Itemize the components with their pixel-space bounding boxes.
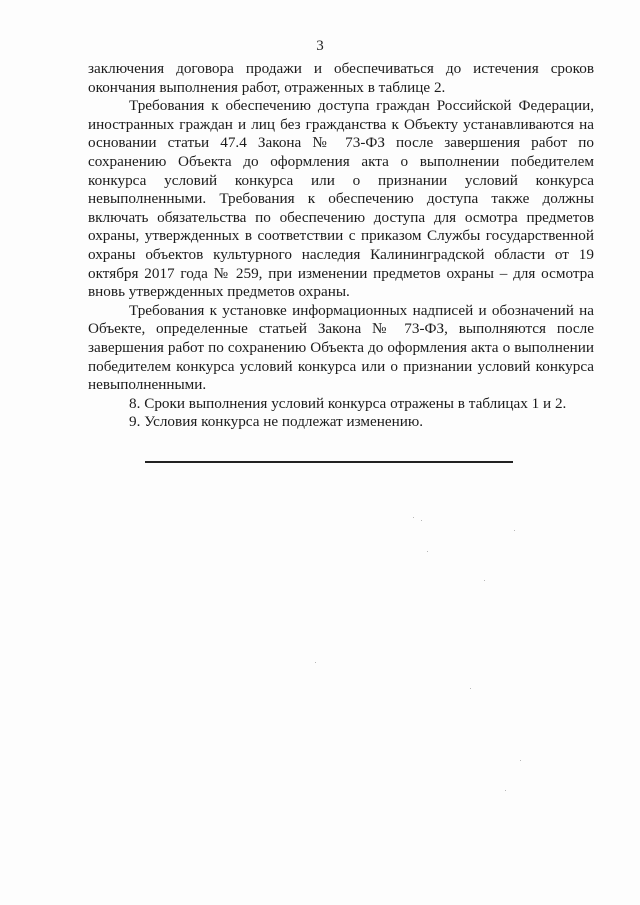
scan-speck (484, 580, 485, 581)
scan-speck (427, 551, 428, 552)
scan-speck (505, 790, 506, 791)
scan-speck (315, 662, 316, 663)
scan-speck (514, 530, 515, 531)
paragraph-continuation: заключения договора продажи и обеспечиваться до истечения сроков окончания выполнения работ, отраженных в таблице 2. (88, 60, 594, 96)
paragraph-item-8: 8. Сроки выполнения условий конкурса отражены в таблицах 1 и 2. (129, 394, 567, 412)
paragraph-access-requirements: Требования к обеспечению доступа граждан Российской Федерации, иностранных граждан и лиц без гражданства к Объекту устанавливаются на основании статьи 47.4 Закона № 73-ФЗ после завершения работ по сохранению Объекта до оформления акта о выполнении победителем конкурса условий конкурса или о признании условий конкурса невыполненными. Требования к обеспечению доступа также должны включать обязательства по обеспечению доступа для осмотра предметов охраны, утвержденных в соответствии с приказом Службы государственной охраны объектов культурного наследия Калининградской области от 19 октября 2017 года № 259, при изменении предметов охраны – для осмотра вновь утвержденных предметов охраны. (88, 97, 594, 301)
scan-speck (470, 688, 471, 689)
paragraph-signage-requirements: Требования к установке информационных надписей и обозначений на Объекте, определенные статьей Закона № 73-ФЗ, выполняются после завершения работ по сохранению Объекта до оформления акта о выполнении победителем конкурса условий конкурса или о признании условий конкурса невыполненными. (88, 301, 594, 394)
scan-speck (520, 760, 521, 761)
paragraph-item-9: 9. Условия конкурса не подлежат изменению. (129, 413, 424, 431)
page-number: 3 (316, 38, 324, 54)
scan-speck (421, 520, 422, 521)
document-body (88, 60, 594, 432)
scan-speck (413, 517, 414, 518)
end-divider-line (145, 461, 513, 463)
